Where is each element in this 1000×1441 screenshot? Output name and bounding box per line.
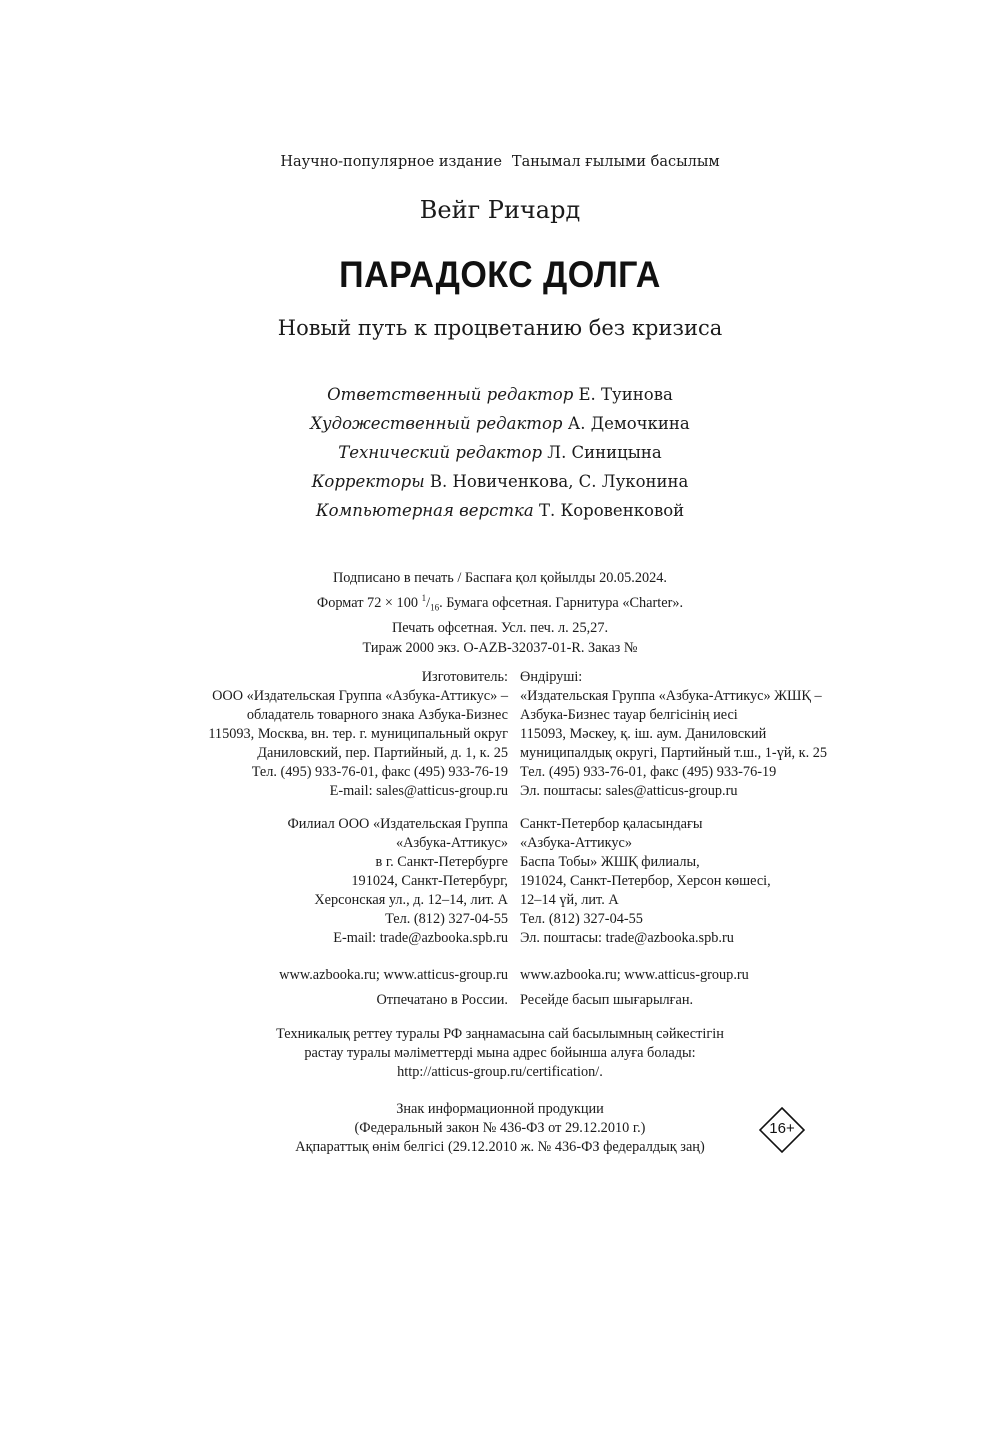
edition-type bbox=[0, 154, 1000, 170]
imprint-run: Тираж 2000 экз. O-AZB-32037-01-R. Заказ № bbox=[362, 639, 638, 656]
website-links[interactable]: www.azbooka.ru; www.atticus-group.ru bbox=[279, 967, 508, 983]
manufacturer-kz: Өндіруші: «Издательская Группа «Азбука-Аттикус» ЖШҚ – Азбука-Бизнес тауар белгісінің иесі 115093, Мәскеу, қ. іш. аум. Даниловский муниципалдық округі, Партийный т.ш., 1-үй, к. 25 Тел. (495) 933-76-01, факс (495) 933-76-19 Эл. поштасы: sales@atticus-group.ru bbox=[520, 669, 828, 799]
credit-role: Корректоры bbox=[311, 472, 425, 491]
author-name: Вейг Ричард bbox=[419, 196, 581, 224]
credit-name: Т. Коровенковой bbox=[538, 501, 685, 520]
footer-ru bbox=[279, 963, 508, 1013]
credit-line bbox=[0, 438, 1000, 467]
manufacturer-ru: Изготовитель: ООО «Издательская Группа «Азбука-Аттикус» – обладатель товарного знака Азбука-Бизнес 115093, Москва, вн. тер. г. муниципальный округ Даниловский, пер. Партийный, д. 1, к. 25 Тел. (495) 933-76-01, факс (495) 933-76-19 E-mail: sales@atticus-group.ru bbox=[208, 669, 508, 799]
email-link[interactable]: Эл. поштасы: sales@atticus-group.ru bbox=[520, 783, 738, 799]
credit-line bbox=[0, 409, 1000, 438]
email-link[interactable]: E-mail: sales@atticus-group.ru bbox=[329, 783, 508, 799]
age-rating-label: 16+ bbox=[769, 1120, 795, 1137]
credit-line bbox=[0, 467, 1000, 496]
email-link[interactable]: Эл. поштасы: trade@azbooka.spb.ru bbox=[520, 930, 734, 946]
credit-role: Ответственный редактор bbox=[327, 385, 574, 404]
email-link[interactable]: E-mail: trade@azbooka.spb.ru bbox=[333, 930, 508, 946]
certification-block: Техникалық реттеу туралы РФ заңнамасына сай басылымның сәйкестігін растау туралы мәліметтерді мына адрес бойынша алуға болады: http://atticus-group.ru/certification/. bbox=[0, 1025, 1000, 1082]
credit-name: Е. Туинова bbox=[578, 385, 673, 404]
imprint-block bbox=[0, 568, 1000, 658]
credit-line bbox=[0, 496, 1000, 525]
footer-kz bbox=[520, 963, 749, 1013]
credit-role: Художественный редактор bbox=[310, 414, 563, 433]
printed-in: Отпечатано в России. bbox=[376, 992, 508, 1008]
printed-in: Ресейде басып шығарылған. bbox=[520, 992, 694, 1008]
imprint-signed: Подписано в печать / Баспаға қол қойылды 20.05.2024. bbox=[332, 570, 668, 586]
edition-type-ru: Научно-популярное издание bbox=[280, 154, 502, 170]
credit-name: А. Демочкина bbox=[567, 414, 690, 433]
credits-block bbox=[0, 380, 1000, 525]
certification-link[interactable]: http://atticus-group.ru/certification/. bbox=[397, 1064, 603, 1080]
branch-ru: Филиал ООО «Издательская Группа «Азбука-Аттикус» в г. Санкт-Петербурге 191024, Санкт-Петербург, Херсонская ул., д. 12–14, лит. А Тел. (812) 327-04-55 E-mail: trade@azbooka.spb.ru bbox=[287, 816, 508, 946]
info-sign-block: Знак информационной продукции (Федеральный закон № 436-ФЗ от 29.12.2010 г.) Ақпараттық өнім белгісі (29.12.2010 ж. № 436-ФЗ федералдық заң) bbox=[295, 1101, 705, 1155]
credit-role: Технический редактор bbox=[338, 443, 543, 462]
credit-name: В. Новиченкова, С. Луконина bbox=[429, 472, 689, 491]
website-links[interactable]: www.azbooka.ru; www.atticus-group.ru bbox=[520, 967, 749, 983]
branch-kz: Санкт-Петербор қаласындағы «Азбука-Аттикус» Баспа Тобы» ЖШҚ филиалы, 191024, Санкт-Петербор, Херсон көшесі, 12–14 үй, лит. А Тел. (812) 327-04-55 Эл. поштасы: trade@azbooka.spb.ru bbox=[520, 816, 771, 946]
credit-role: Компьютерная верстка bbox=[315, 501, 534, 520]
credit-line bbox=[0, 380, 1000, 409]
imprint-print: Печать офсетная. Усл. печ. л. 25,27. bbox=[391, 619, 609, 636]
credit-name: Л. Синицына bbox=[547, 443, 662, 462]
book-title: ПАРАДОКС ДОЛГА bbox=[339, 254, 661, 295]
imprint-format: Формат 72 × 100 $^1/_{16}$. Бумага офсетная. Гарнитура «Charter». bbox=[316, 593, 684, 613]
edition-type-kz: Танымал ғылыми басылым bbox=[511, 154, 720, 170]
book-subtitle: Новый путь к процветанию без кризиса bbox=[277, 316, 723, 340]
